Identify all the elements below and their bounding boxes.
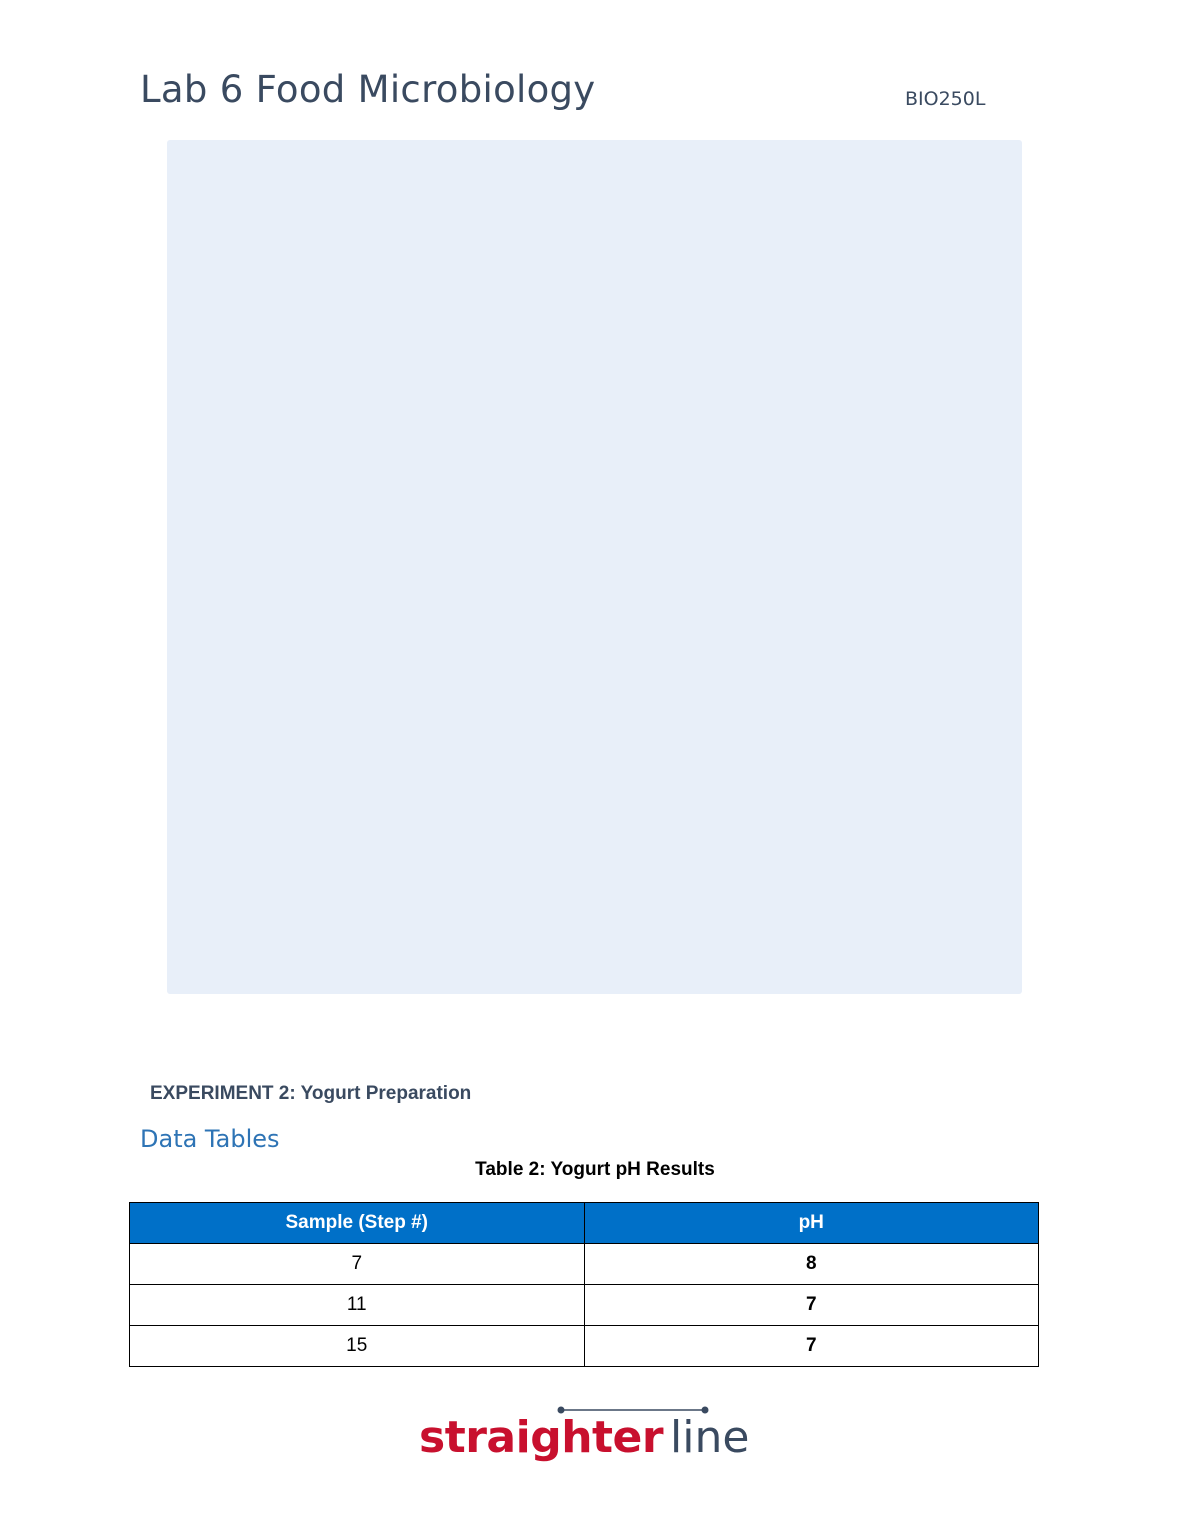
sample-cell: 7	[130, 1244, 585, 1285]
table-caption: Table 2: Yogurt pH Results	[475, 1159, 715, 1180]
ph-cell: 8	[584, 1244, 1039, 1285]
straighterline-logo	[415, 1398, 775, 1470]
course-code: BIO250L	[905, 88, 986, 110]
image-placeholder	[167, 140, 1022, 994]
logo-text-light: line	[670, 1412, 750, 1463]
column-header-ph: pH	[584, 1203, 1039, 1244]
column-header-sample: Sample (Step #)	[130, 1203, 585, 1244]
ph-results-table	[129, 1202, 1039, 1367]
table-row	[130, 1285, 1039, 1326]
page-title: Lab 6 Food Microbiology	[140, 68, 596, 111]
table-header-row	[130, 1203, 1039, 1244]
ph-cell: 7	[584, 1285, 1039, 1326]
sample-cell: 15	[130, 1326, 585, 1367]
footer-logo	[0, 1398, 1190, 1475]
table-row	[130, 1244, 1039, 1285]
ph-cell: 7	[584, 1326, 1039, 1367]
logo-text-bold: straighter	[419, 1412, 664, 1463]
experiment-heading: EXPERIMENT 2: Yogurt Preparation	[150, 1083, 472, 1104]
table-row	[130, 1326, 1039, 1367]
sample-cell: 11	[130, 1285, 585, 1326]
section-heading: Data Tables	[140, 1125, 280, 1153]
